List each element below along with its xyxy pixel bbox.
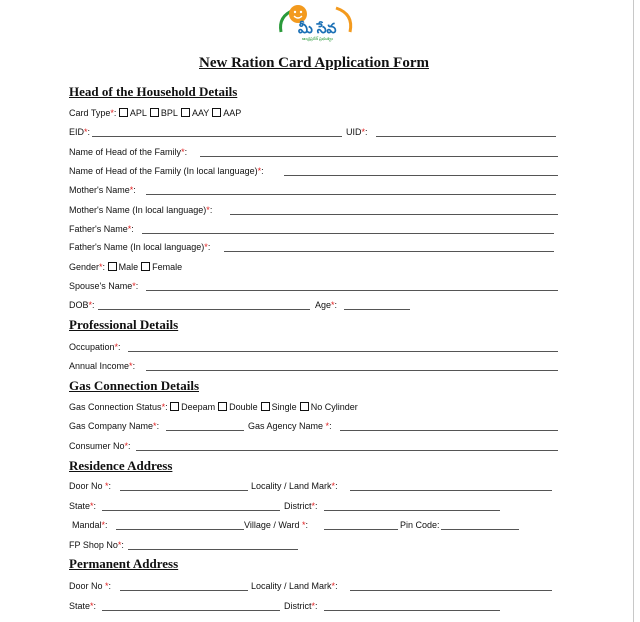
perm-district-label: District <box>284 601 312 611</box>
head-name-local-label: Name of Head of the Family (In local language) <box>69 166 258 176</box>
eid-label-row: EID*: <box>69 127 91 137</box>
male-checkbox[interactable] <box>108 262 117 271</box>
uid-label: UID <box>346 127 362 137</box>
head-name-field[interactable] <box>200 156 558 157</box>
card-option-bpl[interactable]: BPL <box>150 107 178 119</box>
spouse-name-label: Spouse's Name <box>69 281 133 291</box>
consumer-no-field[interactable] <box>136 450 558 451</box>
head-name-label: Name of Head of the Family <box>69 147 182 157</box>
father-name-local-label-row: Father's Name (In local language)*: <box>69 242 211 252</box>
perm-door-no-label-row: Door No *: <box>69 581 112 591</box>
eid-label: EID <box>69 127 85 137</box>
mother-name-local-label: Mother's Name (In local language) <box>69 205 207 215</box>
card-type-row: Card Type*: APL BPL AAY AAP <box>69 108 242 118</box>
door-no-field[interactable] <box>120 490 248 491</box>
meeseva-logo <box>276 2 356 46</box>
pin-code-field[interactable] <box>441 529 519 530</box>
mother-name-local-field[interactable] <box>230 214 558 215</box>
single-checkbox[interactable] <box>261 402 270 411</box>
apl-checkbox[interactable] <box>119 108 128 117</box>
gas-company-field[interactable] <box>166 430 244 431</box>
gas-option-deepam[interactable]: Deepam <box>170 401 215 413</box>
form-title: New Ration Card Application Form <box>199 55 429 71</box>
page-edge <box>633 0 634 622</box>
pin-code-label: Pin Code: <box>400 520 440 530</box>
occupation-field[interactable] <box>128 351 558 352</box>
pin-code-label-row <box>400 519 440 531</box>
aay-checkbox[interactable] <box>181 108 190 117</box>
gas-status-label: Gas Connection Status <box>69 402 162 412</box>
card-option-aap[interactable]: AAP <box>212 107 241 119</box>
state-label: State <box>69 501 91 511</box>
state-field[interactable] <box>102 510 280 511</box>
gas-option-single[interactable]: Single <box>261 401 297 413</box>
gender-option-female[interactable]: Female <box>141 261 182 273</box>
perm-district-field[interactable] <box>324 610 500 611</box>
gas-company-label: Gas Company Name <box>69 421 154 431</box>
logo-text: మీ సేవ <box>298 20 337 36</box>
perm-state-label: State <box>69 601 91 611</box>
district-label-row: District*: <box>284 501 318 511</box>
occupation-label-row: Occupation*: <box>69 342 121 352</box>
fp-shop-label-row: FP Shop No*: <box>69 540 124 550</box>
age-label: Age <box>315 300 332 310</box>
aap-checkbox[interactable] <box>212 108 221 117</box>
card-option-aay[interactable]: AAY <box>181 107 209 119</box>
district-label: District <box>284 501 312 511</box>
perm-door-no-field[interactable] <box>120 590 248 591</box>
deepam-checkbox[interactable] <box>170 402 179 411</box>
locality-label: Locality / Land Mark <box>251 481 332 491</box>
card-option-apl[interactable]: APL <box>119 107 147 119</box>
no-cylinder-checkbox[interactable] <box>300 402 309 411</box>
age-label-row: Age*: <box>315 300 338 310</box>
annual-income-field[interactable] <box>146 370 558 371</box>
door-no-label-row: Door No *: <box>69 481 112 491</box>
consumer-no-label: Consumer No <box>69 441 125 451</box>
perm-locality-label-row: Locality / Land Mark*: <box>251 581 338 591</box>
gas-agency-label: Gas Agency Name <box>248 421 326 431</box>
bpl-checkbox[interactable] <box>150 108 159 117</box>
village-label: Village / Ward <box>244 520 303 530</box>
logo-subtext: ఆంధ్రప్రదేశ్ ప్రభుత్వం <box>302 36 334 41</box>
gender-row: Gender*: Male Female <box>69 262 183 272</box>
father-name-local-label: Father's Name (In local language) <box>69 242 205 252</box>
gas-option-double[interactable]: Double <box>218 401 258 413</box>
father-name-field[interactable] <box>142 233 554 234</box>
gas-option-no-cylinder[interactable]: No Cylinder <box>300 401 358 413</box>
eid-field[interactable] <box>92 136 342 137</box>
locality-label-row: Locality / Land Mark*: <box>251 481 338 491</box>
section-household: Head of the Household Details <box>69 84 238 99</box>
village-field[interactable] <box>324 529 398 530</box>
consumer-no-label-row: Consumer No*: <box>69 441 131 451</box>
perm-locality-field[interactable] <box>350 590 552 591</box>
double-checkbox[interactable] <box>218 402 227 411</box>
mandal-field[interactable] <box>116 529 244 530</box>
locality-field[interactable] <box>350 490 552 491</box>
section-professional: Professional Details <box>69 317 179 332</box>
district-field[interactable] <box>324 510 500 511</box>
section-permanent: Permanent Address <box>69 556 179 571</box>
section-residence: Residence Address <box>69 458 173 473</box>
perm-state-label-row: State*: <box>69 601 97 611</box>
perm-state-field[interactable] <box>102 610 280 611</box>
female-checkbox[interactable] <box>141 262 150 271</box>
annual-income-label: Annual Income <box>69 361 130 371</box>
gas-status-row: Gas Connection Status*: Deepam Double Single No Cylinder <box>69 402 358 412</box>
dob-label-row: DOB*: <box>69 300 95 310</box>
section-gas: Gas Connection Details <box>69 378 199 393</box>
age-field[interactable] <box>344 309 410 310</box>
perm-door-no-label: Door No <box>69 581 106 591</box>
fp-shop-field[interactable] <box>128 549 298 550</box>
gender-label: Gender <box>69 262 100 272</box>
spouse-name-label-row: Spouse's Name*: <box>69 281 139 291</box>
perm-locality-label: Locality / Land Mark <box>251 581 332 591</box>
uid-field[interactable] <box>376 136 556 137</box>
state-label-row: State*: <box>69 501 97 511</box>
father-name-label-row: Father's Name*: <box>69 224 134 234</box>
annual-income-label-row: Annual Income*: <box>69 361 136 371</box>
mother-name-field[interactable] <box>146 194 556 195</box>
mandal-label-row: Mandal*: <box>72 520 108 530</box>
gas-company-label-row: Gas Company Name*: <box>69 421 160 431</box>
head-name-label-row: Name of Head of the Family*: <box>69 147 188 157</box>
dob-field[interactable] <box>98 309 310 310</box>
gas-agency-label-row: Gas Agency Name *: <box>248 421 332 431</box>
father-name-label: Father's Name <box>69 224 128 234</box>
father-name-local-field[interactable] <box>224 251 554 252</box>
fp-shop-label: FP Shop No <box>69 540 118 550</box>
door-no-label: Door No <box>69 481 106 491</box>
mother-name-label: Mother's Name <box>69 185 130 195</box>
dob-label: DOB <box>69 300 89 310</box>
head-name-local-field[interactable] <box>284 175 558 176</box>
spouse-name-field[interactable] <box>146 290 558 291</box>
mother-name-local-label-row: Mother's Name (In local language)*: <box>69 205 213 215</box>
occupation-label: Occupation <box>69 342 115 352</box>
gender-option-male[interactable]: Male <box>108 261 139 273</box>
perm-district-label-row: District*: <box>284 601 318 611</box>
mother-name-label-row: Mother's Name*: <box>69 185 136 195</box>
village-label-row: Village / Ward *: <box>244 520 309 530</box>
head-name-local-label-row: Name of Head of the Family (In local language)*: <box>69 166 264 176</box>
uid-label-row: UID*: <box>346 127 368 137</box>
card-type-label: Card Type <box>69 108 111 118</box>
mandal-label: Mandal <box>72 520 102 530</box>
gas-agency-field[interactable] <box>340 430 558 431</box>
